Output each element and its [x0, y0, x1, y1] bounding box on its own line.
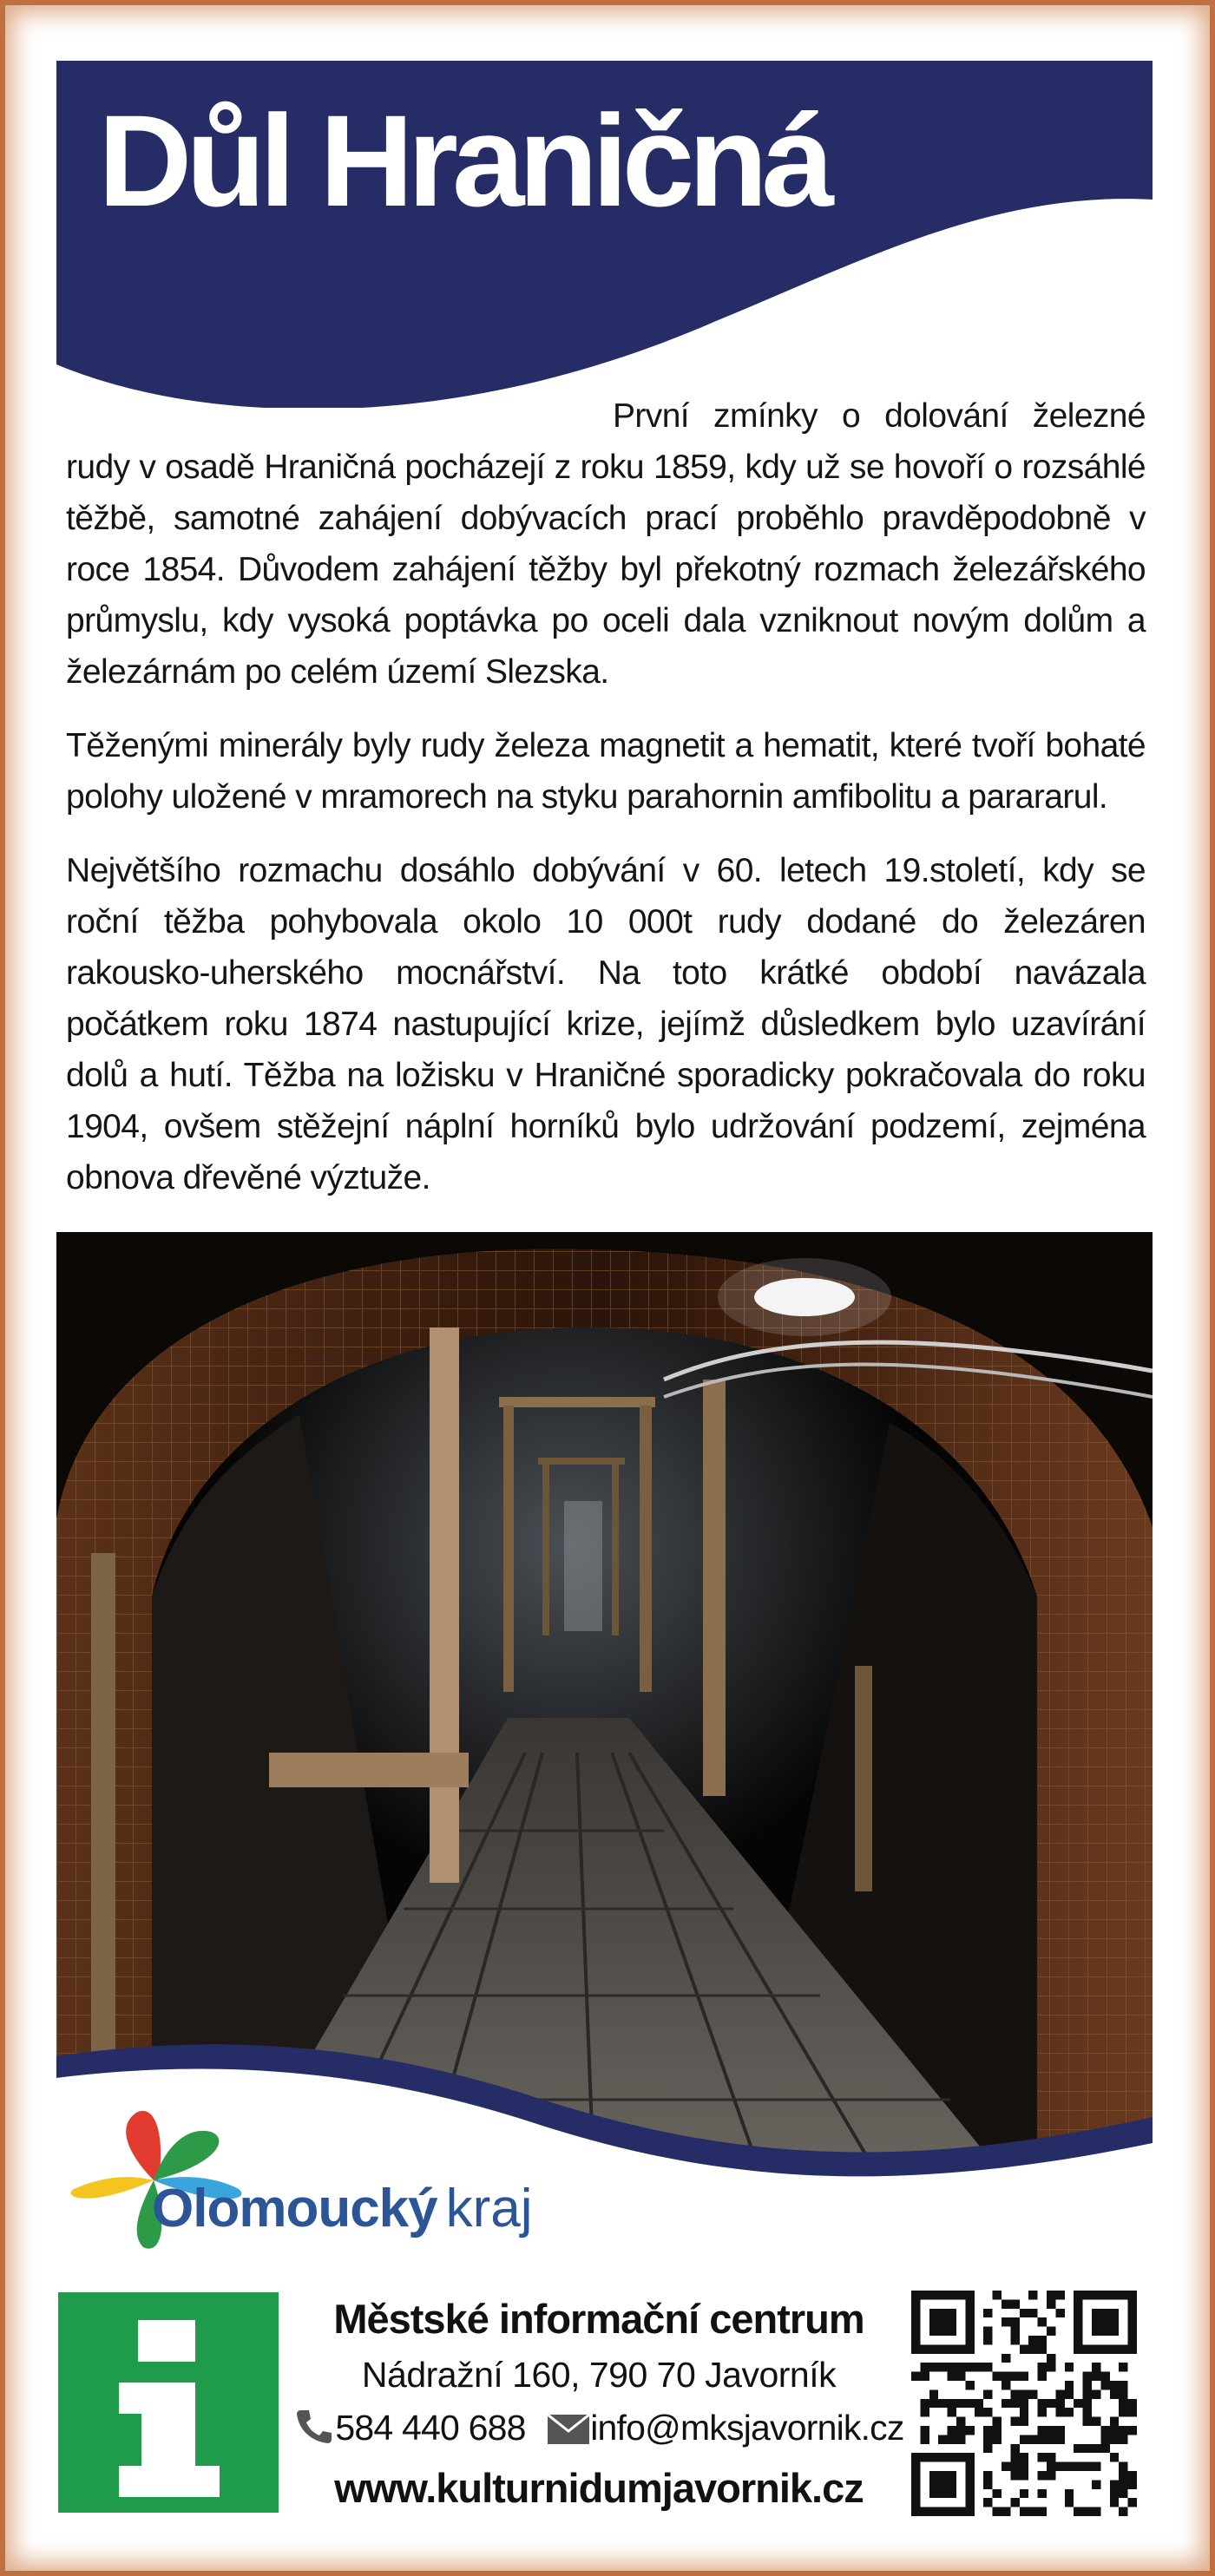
contact-name: Městské informační centrum	[333, 2296, 864, 2342]
qr-code-icon[interactable]	[911, 2291, 1137, 2516]
title-banner	[56, 61, 1153, 408]
mine-tunnel-photo	[56, 1232, 1153, 2195]
contact-website[interactable]: www.kulturnidumjavornik.cz	[334, 2465, 864, 2511]
info-box	[58, 2292, 279, 2513]
contact-block	[286, 2291, 911, 2518]
page-title: Důl Hraničná	[98, 88, 829, 233]
paragraph-1: První zmínky o dolování železné rudy v osadě Hraničná pocházejí z roku 1859, kdy už se hovoří o rozsáhlé těžbě, samotné zahájení dobývacích prací proběhlo pravděpodobně v roce 1854. Důvodem zahájení těžby byl překotný rozmach železářského průmyslu, kdy vysoká poptávka po oceli dala vzniknout novým dolům a železárnám po celém území Slezska.	[66, 397, 1146, 691]
logo-name: Olomoucký	[152, 2179, 437, 2238]
envelope-icon	[547, 2407, 590, 2459]
contact-email[interactable]: info@mksjavornik.cz	[590, 2408, 904, 2448]
phone-icon	[293, 2407, 335, 2459]
info-i-icon	[58, 2292, 279, 2513]
olomoucky-kraj-logo	[39, 2087, 577, 2260]
contact-address: Nádražní 160, 790 70 Javorník	[361, 2355, 837, 2395]
article-text	[66, 390, 1146, 1226]
paragraph-3: Největšího rozmachu dosáhlo dobývání v 60. letech 19.století, kdy se roční těžba pohybovala okolo 10 000t rudy dodané do železáren rakousko-uherského mocnářství. Na toto krátké období navázala počátkem roku 1874 nastupující krize, jejímž důsledkem bylo uzavírání dolů a hutí. Těžba na ložisku v Hraničné sporadicky pokračovala do roku 1904, ovšem stěžejní náplní horníků bylo udržování podzemí, zejména obnova dřevěné výztuže.	[66, 852, 1146, 1196]
paragraph-2: Těženými minerály byly rudy železa magnetit a hematit, které tvoří bohaté polohy uložené v mramorech na styku parahornin amfibolitu a parararul.	[66, 727, 1146, 816]
logo-suffix: kraj	[445, 2179, 533, 2238]
contact-phone[interactable]: 584 440 688	[335, 2408, 526, 2448]
